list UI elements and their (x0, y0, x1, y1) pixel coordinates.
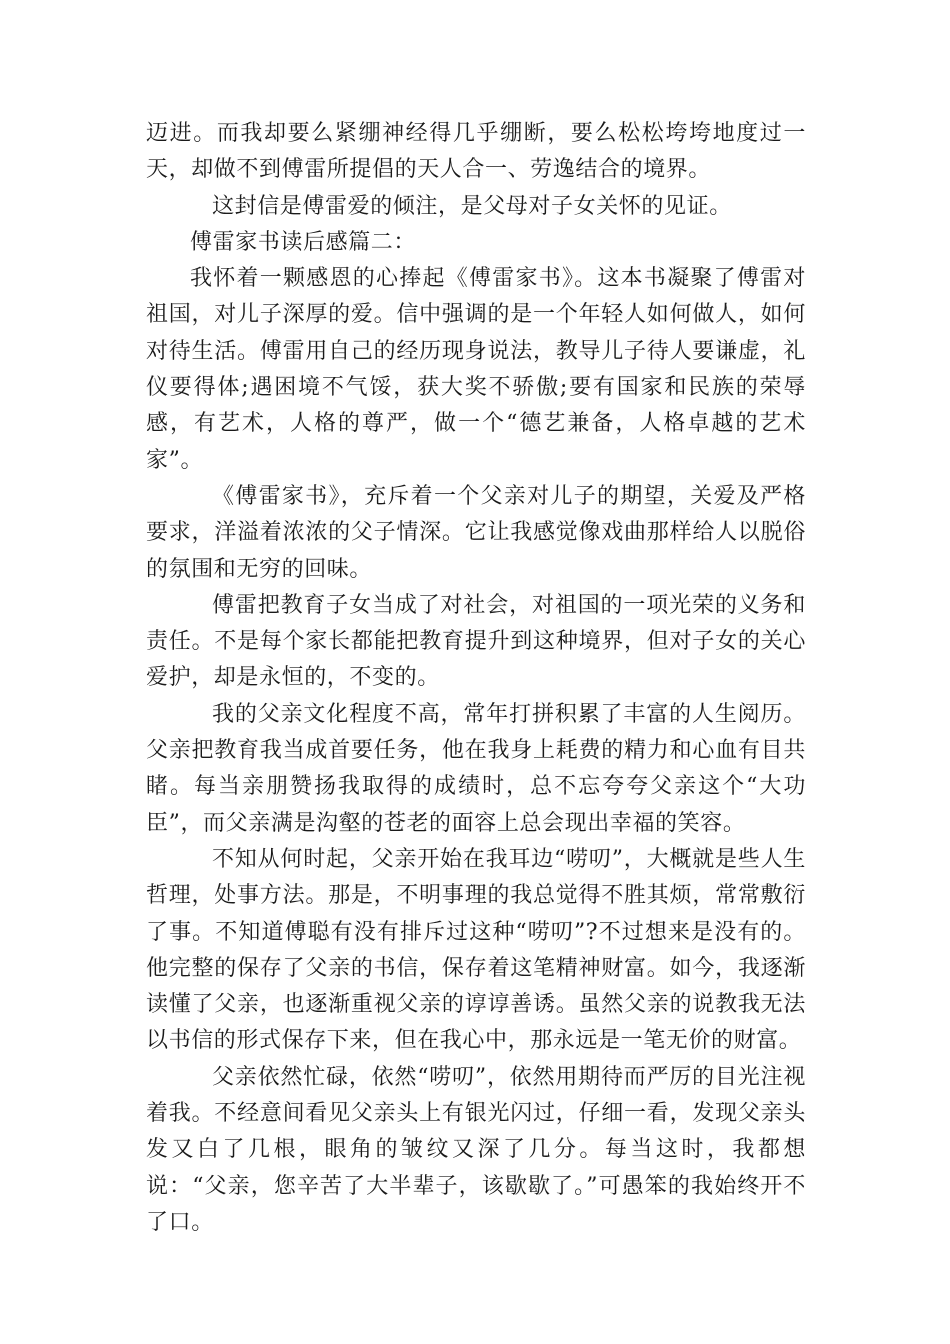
document-body (146, 116, 806, 1241)
paragraph: 不知从何时起，父亲开始在我耳边“唠叨”，大概就是些人生哲理，处事方法。那是，不明事理的我总觉得不胜其烦，常常敷衍了事。不知道傅聪有没有排斥过这种“唠叨”?不过想来是没有的。他完整的保存了父亲的书信，保存着这笔精神财富。如今，我逐渐读懂了父亲，也逐渐重视父亲的谆谆善诱。虽然父亲的说教我无法以书信的形式保存下来，但在我心中，那永远是一笔无价的财富。 (146, 846, 806, 1054)
paragraph: 父亲依然忙碌，依然“唠叨”，依然用期待而严厉的目光注视着我。不经意间看见父亲头上有银光闪过，仔细一看，发现父亲头发又白了几根，眼角的皱纹又深了几分。每当这时，我都想说：“父亲，您辛苦了大半辈子，该歇歇了。”可愚笨的我始终开不了口。 (146, 1064, 806, 1235)
paragraph-continuation: 迈进。而我却要么紧绷神经得几乎绷断，要么松松垮垮地度过一天，却做不到傅雷所提倡的天人合一、劳逸结合的境界。 (146, 121, 806, 183)
paragraph: 《傅雷家书》，充斥着一个父亲对儿子的期望，关爱及严格要求，洋溢着浓浓的父子情深。它让我感觉像戏曲那样给人以脱俗的氛围和无穷的回味。 (146, 483, 806, 582)
paragraph: 我的父亲文化程度不高，常年打拼积累了丰富的人生阅历。父亲把教育我当成首要任务，他在我身上耗费的精力和心血有目共睹。每当亲朋赞扬我取得的成绩时，总不忘夸夸父亲这个“大功臣”，而父亲满是沟壑的苍老的面容上总会现出幸福的笑容。 (146, 701, 806, 836)
paragraph: 傅雷把教育子女当成了对社会，对祖国的一项光荣的义务和责任。不是每个家长都能把教育提升到这种境界，但对子女的关心爱护，却是永恒的，不变的。 (146, 592, 806, 691)
paragraph-letter-summary: 这封信是傅雷爱的倾注，是父母对子女关怀的见证。 (212, 193, 732, 219)
paragraph: 我怀着一颗感恩的心捧起《傅雷家书》。这本书凝聚了傅雷对祖国，对儿子深厚的爱。信中强调的是一个年轻人如何做人，如何对待生活。傅雷用自己的经历现身说法，教导儿子待人要谦虚，礼仪要得体;遇困境不气馁，获大奖不骄傲;要有国家和民族的荣辱感，有艺术，人格的尊严，做一个“德艺兼备，人格卓越的艺术家”。 (146, 266, 806, 473)
section-heading: 傅雷家书读后感篇二： (190, 229, 417, 255)
